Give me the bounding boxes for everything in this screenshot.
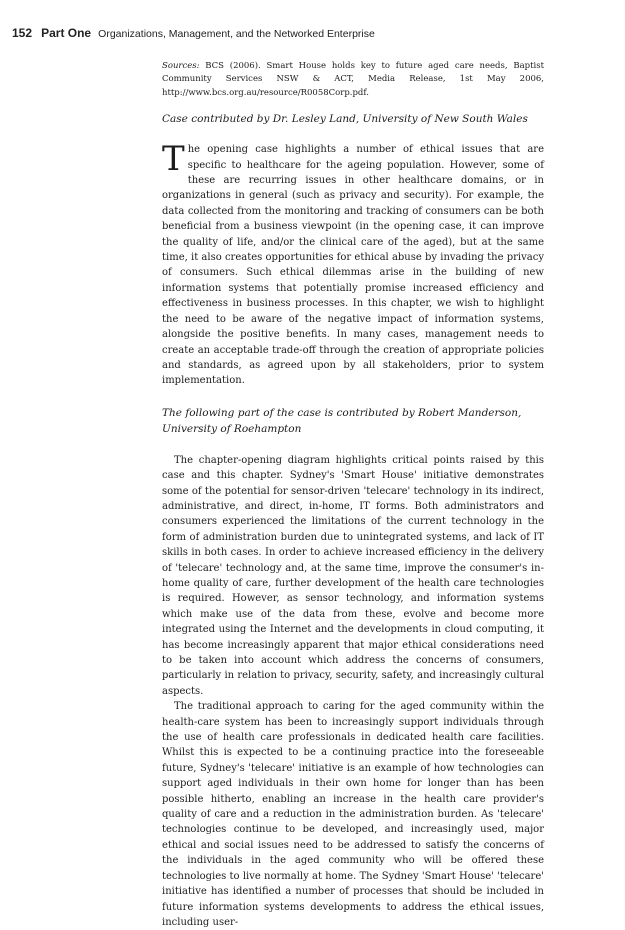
sources-label: Sources: <box>162 61 200 71</box>
page-number: 152 <box>12 26 33 40</box>
case-paragraph-manderson-1: The chapter-opening diagram highlights critical points raised by this case and this chapter. Sydney's 'Smart House' initiative demonstrates some of the potential for sensor-driven 'telecare' technology in its indirect, administrative, and direct, in-home, IT forms. Both administrators and consumers experienced the limitations of the current technology in the form of administration burden due to unintegrated systems, and lack of IT skills in both cases. In order to achieve increased efficiency in the delivery of 'telecare' technology and, at the same time, improve the consumer's in-home quality of care, further development of the health care technologies is required. However, as sensor technology, and information systems which make use of the data from these, evolve and become more integrated using the Internet and the developments in cloud computing, it has become increasingly apparent that major ethical considerations need to be taken into account which address the concerns of consumers, particularly in relation to privacy, security, safety, and increasingly cultural aspects. <box>162 454 544 697</box>
case-paragraph-manderson-2: The traditional approach to caring for the aged community within the health-care system has been to increasingly support individuals through the use of health care professionals in dedicated health care facilities. Whilst this is expected to be a continuing practice into the foreseeable future, Sydney's 'telecare' initiative is an example of how technologies can support aged individuals in their own home for longer than has been possible hitherto, enabling an increase in the health care provider's quality of care and a reduction in the administration burden. As 'telecare' technologies continue to be developed, and increasingly used, major ethical and social issues need to be addressed to satisfy the concerns of the individuals in the aged community who will be offered these technologies to live normally at home. The Sydney 'Smart House' 'telecare' initiative has identified a number of processes that should be included in future information systems developments to address the ethical issues, including user- <box>162 701 544 928</box>
case-byline-land: Case contributed by Dr. Lesley Land, University of New South Wales <box>162 113 528 126</box>
book-section-title: Organizations, Management, and the Networked Enterprise <box>98 28 375 40</box>
running-header <box>12 26 375 40</box>
sources-citation <box>162 60 544 100</box>
part-label: Part One <box>41 26 92 40</box>
sources-text: BCS (2006). Smart House holds key to future aged care needs, Baptist Community Services NSW & ACT, Media Release, 1st May 2006, http://www.bcs.org.au/resource/R0058Corp.pdf. <box>162 61 544 98</box>
case-byline-manderson: The following part of the case is contributed by Robert Manderson, University of Roehampton <box>162 406 522 435</box>
case-paragraph-land: The opening case highlights a number of ethical issues that are specific to healthcare for the ageing population. However, some of these are recurring issues in other healthcare domains, or in organizations in general (such as privacy and security). For example, the data collected from the monitoring and tracking of consumers can be both beneficial from a business viewpoint (in the opening case, it can improve the quality of life, and/or the clinical care of the aged), but at the same time, it also creates opportunities for ethical abuse by invading the privacy of consumers. Such ethical dilemmas arise in the building of new information systems that potentially promise increased efficiency and effectiveness in business processes. In this chapter, we wish to highlight the need to be aware of the negative impact of information systems, alongside the positive benefits. In many cases, management needs to create an acceptable trade-off through the creation of appropriate policies and standards, as agreed upon by all stakeholders, prior to system implementation. <box>162 139 544 387</box>
